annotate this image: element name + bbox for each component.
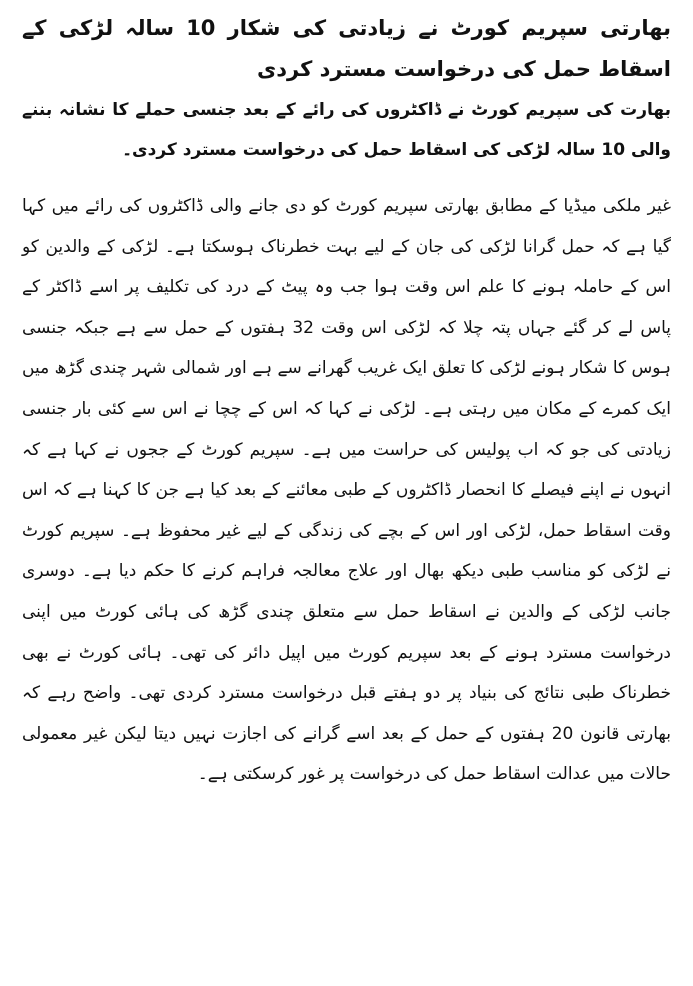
article-headline: بھارتی سپریم کورٹ نے زیادتی کی شکار 10 سالہ لڑکی کے اسقاط حمل کی درخواست مسترد کردی — [22, 16, 671, 81]
article-lede: بھارت کی سپریم کورٹ نے ڈاکٹروں کی رائے کے بعد جنسی حملے کا نشانہ بننے والی 10 سالہ لڑکی کی اسقاط حمل کی درخواست مسترد کردی۔ — [22, 100, 671, 160]
article-body: غیر ملکی میڈیا کے مطابق بھارتی سپریم کورٹ کو دی جانے والی ڈاکٹروں کی رائے میں کہا گیا ہے کہ حمل گرانا لڑکی کی جان کے لیے بہت خطرناک ہوسکتا ہے۔ لڑکی کے والدین کو اس کے حاملہ ہونے کا علم اس وقت ہوا جب وہ پیٹ کے درد کی تکلیف پر اسے ڈاکٹر کے پاس لے کر گئے جہاں پتہ چلا کہ لڑکی اس وقت 32 ہفتوں کے حمل سے ہے جبکہ جنسی ہوس کا شکار ہونے لڑکی کا تعلق ایک غریب گھرانے سے ہے اور شمالی شہر چندی گڑھ میں ایک کمرے کے مکان میں رہتی ہے۔ لڑکی نے کہا کہ اس کے چچا نے اس سے کئی بار جنسی زیادتی کی جو کہ اب پولیس کی حراست میں ہے۔ سپریم کورٹ کے ججوں نے کہا ہے کہ انہوں نے اپنے فیصلے کا انحصار ڈاکٹروں کے طبی معائنے کے بعد کیا ہے جن کا کہنا ہے کہ اس وقت اسقاط حمل، لڑکی اور اس کے بچے کی زندگی کے لیے غیر محفوظ ہے۔ سپریم کورٹ نے لڑکی کو مناسب طبی دیکھ بھال اور علاج معالجہ فراہم کرنے کا حکم دیا ہے۔ دوسری جانب لڑکی کے والدین نے اسقاط حمل سے متعلق چندی گڑھ کی ہائی کورٹ میں اپنی درخواست مسترد ہونے کے بعد سپریم کورٹ میں اپیل دائر کی تھی۔ ہائی کورٹ نے بھی خطرناک طبی نتائج کی بنیاد پر دو ہفتے قبل درخواست مسترد کردی تھی۔ واضح رہے کہ بھارتی قانون 20 ہفتوں کے حمل کے بعد اسے گرانے کی اجازت نہیں دیتا لیکن غیر معمولی حالات میں عدالت اسقاط حمل کی درخواست پر غور کرسکتی ہے۔ — [22, 196, 671, 785]
